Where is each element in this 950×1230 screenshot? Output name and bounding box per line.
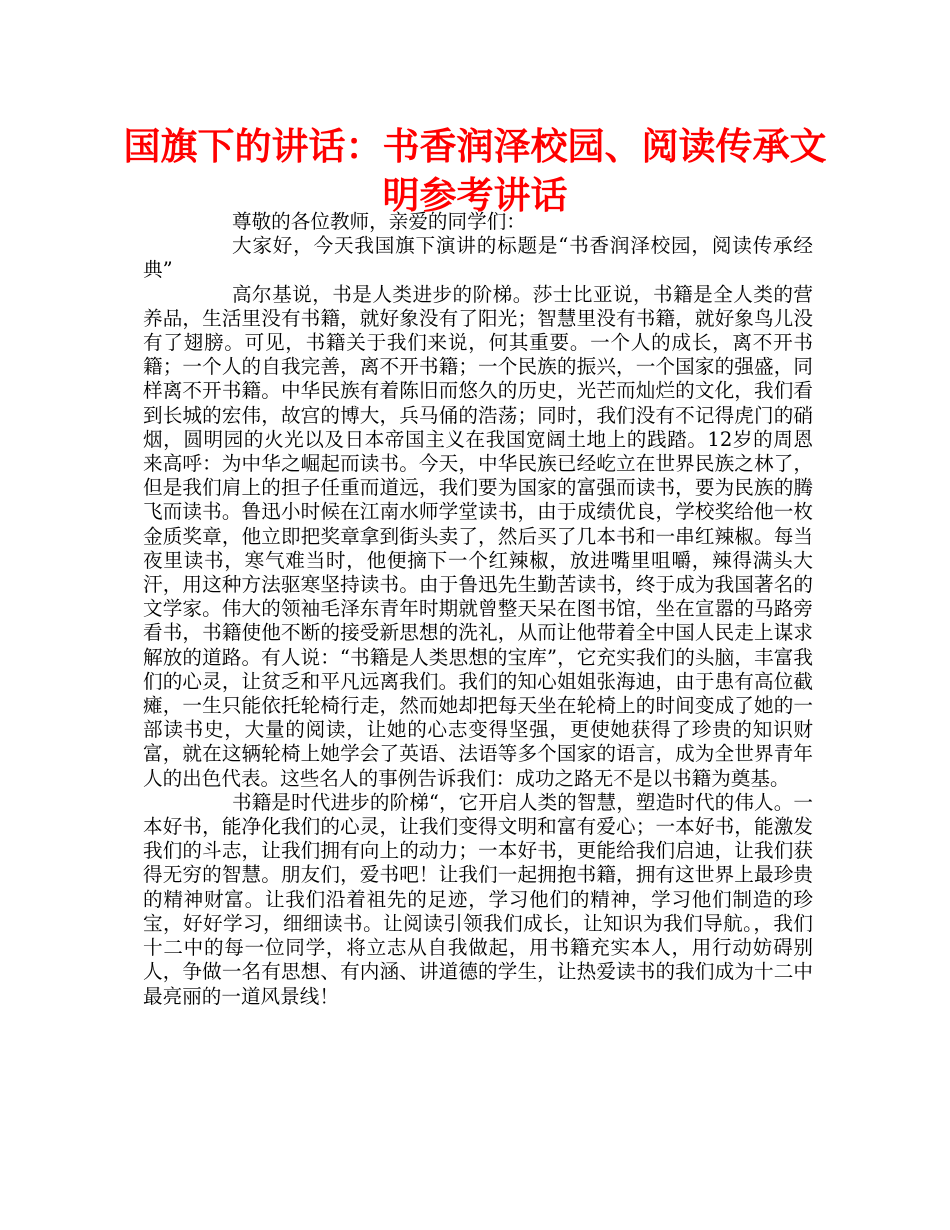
closing-paragraph: 书籍是时代进步的阶梯“，它开启人类的智慧，塑造时代的伟人。一本好书，能净化我们的心灵，让我们变得文明和富有爱心；一本好书，能激发我们的斗志，让我们拥有向上的动力；一本好书，更能给我们启迪，让我们获得无穷的智慧。朋友们，爱书吧！让我们一起拥抱书籍，拥有这世界上最珍贵的精神财富。让我们沿着祖先的足迹，学习他们的精神，学习他们制造的珍宝，好好学习，细细读书。让阅读引领我们成长，让知识为我们导航。，我们十二中的每一位同学，将立志从自我做起，用书籍充实本人，用行动妨碍别人，争做一名有思想、有内涵、讲道德的学生，让热爱读书的我们成为十二中最亮丽的一道风景线！ [143,790,813,1008]
body-paragraph: 高尔基说，书是人类进步的阶梯。莎士比亚说，书籍是全人类的营养品，生活里没有书籍，就好象没有了阳光；智慧里没有书籍，就好象鸟儿没有了翅膀。可见，书籍关于我们来说，何其重要。一个人的成长，离不开书籍；一个人的自我完善，离不开书籍；一个民族的振兴，一个国家的强盛，同样离不开书籍。中华民族有着陈旧而悠久的历史，光芒而灿烂的文化，我们看到长城的宏伟，故宫的博大，兵马俑的浩荡；同时，我们没有不记得虎门的硝烟，圆明园的火光以及日本帝国主义在我国宽阔土地上的践踏。12岁的周恩来高呼：为中华之崛起而读书。今天，中华民族已经屹立在世界民族之林了，但是我们肩上的担子任重而道远，我们要为国家的富强而读书，要为民族的腾飞而读书。鲁迅小时候在江南水师学堂读书，由于成绩优良，学校奖给他一枚金质奖章，他立即把奖章拿到街头卖了，然后买了几本书和一串红辣椒。每当夜里读书，寒气难当时，他便摘下一个红辣椒，放进嘴里咀嚼，辣得满头大汗，用这种方法驱寒坚持读书。由于鲁迅先生勤苦读书，终于成为我国著名的文学家。伟大的领袖毛泽东青年时期就曾整天呆在图书馆，坐在宣嚣的马路旁看书，书籍使他不断的接受新思想的洗礼，从而让他带着全中国人民走上谋求解放的道路。有人说：“书籍是人类思想的宝库”，它充实我们的头脑，丰富我们的心灵，让贫乏和平凡远离我们。我们的知心姐姐张海迪，由于患有高位截瘫，一生只能依托轮椅行走，然而她却把每天坐在轮椅上的时间变成了她的一部读书史，大量的阅读，让她的心志变得坚强，更使她获得了珍贵的知识财富，就在这辆轮椅上她学会了英语、法语等多个国家的语言，成为全世界青年人的出色代表。这些名人的事例告诉我们：成功之路无不是以书籍为奠基。 [143,282,813,790]
salutation-paragraph: 尊敬的各位教师，亲爱的同学们： [232,210,526,233]
document-title: 国旗下的讲话：书香润泽校园、阅读传承文明参考讲话 [123,125,827,217]
document-body [143,210,813,1009]
greeting-paragraph: 大家好，今天我国旗下演讲的标题是“书香润泽校园，阅读传承经典” [143,234,813,282]
